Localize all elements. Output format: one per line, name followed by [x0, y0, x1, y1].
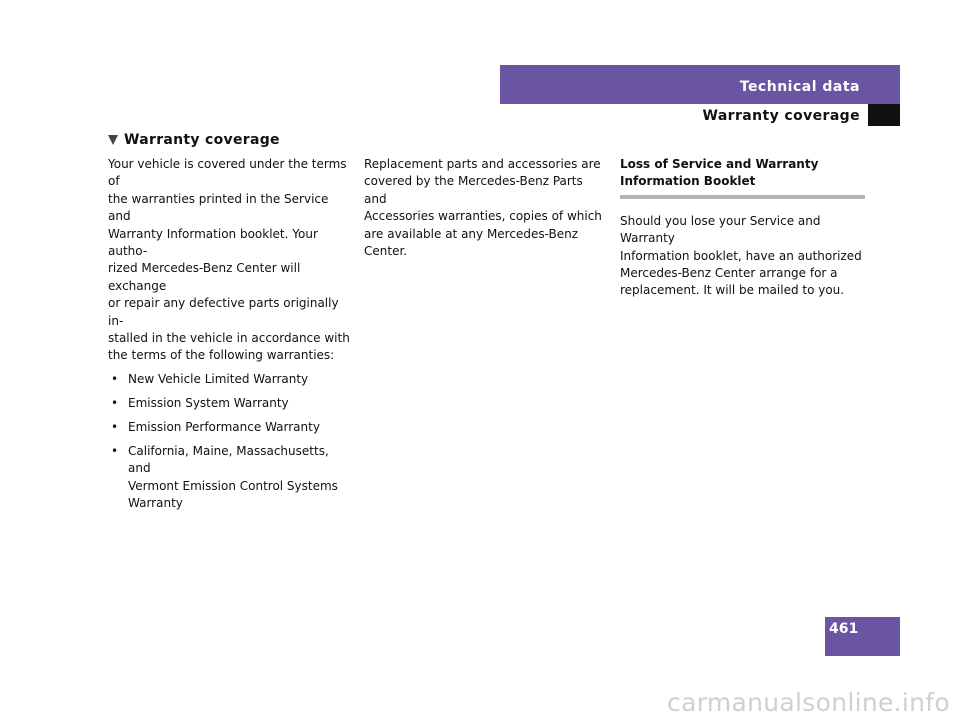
intro-line: stalled in the vehicle in accordance with: [108, 331, 350, 346]
warranty-list-item: [108, 443, 353, 513]
intro-line: the terms of the following warranties:: [108, 348, 335, 363]
header-title: Technical data: [739, 79, 860, 95]
paragraph-line: Mercedes-Benz Center arrange for a: [620, 266, 838, 281]
column-middle: [364, 156, 609, 260]
loss-of-booklet-paragraph: [620, 213, 865, 300]
paragraph-line: Accessories warranties, copies of which: [364, 209, 602, 224]
warranty-item-line: Vermont Emission Control Systems: [128, 478, 338, 493]
bullet-icon: •: [111, 419, 119, 434]
intro-paragraph: [108, 156, 353, 365]
warranty-list: [108, 371, 353, 513]
loss-of-booklet-subheading: [620, 156, 865, 199]
paragraph-line: replacement. It will be mailed to you.: [620, 283, 845, 298]
paragraph-line: are available at any Mercedes-Benz: [364, 226, 579, 241]
warranty-list-item: [108, 371, 353, 388]
warranty-list-item: [108, 395, 353, 412]
page-number: 461: [829, 621, 859, 637]
intro-line: Your vehicle is covered under the terms of: [108, 157, 347, 189]
section-heading-text: Warranty coverage: [124, 132, 280, 148]
warranty-item-line: Emission System Warranty: [128, 395, 289, 410]
warranty-item-line: Warranty: [128, 496, 183, 511]
intro-line: or repair any defective parts originally in-: [108, 296, 339, 328]
paragraph-line: Center.: [364, 244, 408, 259]
paragraph-line: Should you lose your Service and Warranty: [620, 213, 821, 246]
warranty-item-line: New Vehicle Limited Warranty: [128, 371, 309, 386]
section-heading: [108, 132, 280, 148]
intro-line: rized Mercedes-Benz Center will exchange: [108, 261, 301, 293]
paragraph-line: Replacement parts and accessories are: [364, 157, 601, 171]
paragraph-line: Information booklet, have an authorized: [620, 248, 862, 263]
paragraph-line: covered by the Mercedes-Benz Parts and: [364, 174, 583, 206]
column-right: [620, 156, 865, 300]
bullet-icon: •: [111, 395, 119, 410]
bullet-icon: •: [111, 443, 119, 458]
warranty-item-line: Emission Performance Warranty: [128, 419, 320, 434]
triangle-down-icon: [108, 135, 118, 145]
subheading-line: Information Booklet: [620, 174, 756, 189]
header-subtitle: Warranty coverage: [702, 108, 860, 124]
header-band: [500, 65, 900, 104]
column-left: [108, 156, 353, 519]
intro-line: Warranty Information booklet. Your autho-: [108, 226, 318, 259]
bullet-icon: •: [111, 371, 119, 386]
warranty-list-item: [108, 419, 353, 436]
page-number-box: [825, 617, 900, 656]
subheading-line: Loss of Service and Warranty: [620, 157, 819, 171]
replacement-parts-paragraph: [364, 156, 609, 260]
corner-block: [868, 104, 900, 126]
warranty-item-line: California, Maine, Massachusetts, and: [128, 443, 329, 476]
watermark: carmanualsonline.info: [667, 688, 950, 717]
intro-line: the warranties printed in the Service and: [108, 191, 329, 224]
